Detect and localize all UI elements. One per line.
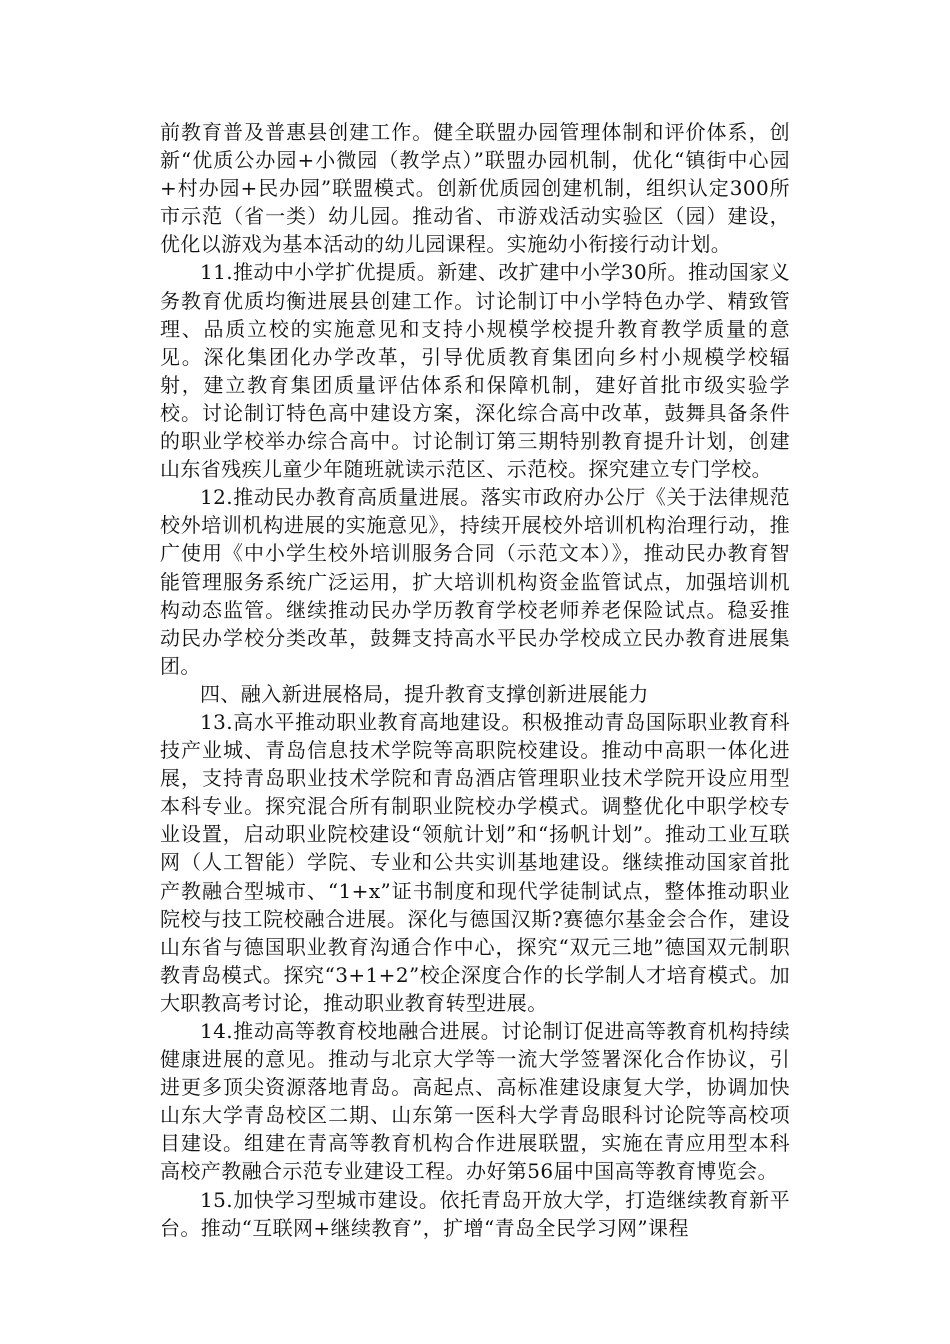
paragraph-item-15: 15.加快学习型城市建设。依托青岛开放大学，打造继续教育新平台。推动“互联网+继续教育”，扩增“青岛全民学习网”课程 [160,1187,790,1240]
paragraph-continued: 前教育普及普惠县创建工作。健全联盟办园管理体制和评价体系，创新“优质公办园+小微园（教学点）”联盟办园机制，优化“镇街中心园+村办园+民办园”联盟模式。创新优质园创建机制，组织认定300所市示范（省一类）幼儿园。推动省、市游戏活动实验区（园）建设，优化以游戏为基本活动的幼儿园课程。实施幼小衔接行动计划。 [160,120,790,257]
paragraph-item-13: 13.高水平推动职业教育高地建设。积极推动青岛国际职业教育科技产业城、青岛信息技术学院等高职院校建设。推动中高职一体化进展，支持青岛职业技术学院和青岛酒店管理职业技术学院开设应用型本科专业。探究混合所有制职业院校办学模式。调整优化中职学校专业设置，启动职业院校建设“领航计划”和“扬帆计划”。推动工业互联网（人工智能）学院、专业和公共实训基地建设。继续推动国家首批产教融合型城市、“1+x”证书制度和现代学徒制试点，整体推动职业院校与技工院校融合进展。深化与德国汉斯?赛德尔基金会合作，建设山东省与德国职业教育沟通合作中心，探究“双元三地”德国双元制职教青岛模式。探究“3+1+2”校企深度合作的长学制人才培育模式。加大职教高考讨论，推动职业教育转型进展。 [160,709,790,1015]
paragraph-item-14: 14.推动高等教育校地融合进展。讨论制订促进高等教育机构持续健康进展的意见。推动与北京大学等一流大学签署深化合作协议，引进更多顶尖资源落地青岛。高起点、高标准建设康复大学，协调加快山东大学青岛校区二期、山东第一医科大学青岛眼科讨论院等高校项目建设。组建在青高等教育机构合作进展联盟，实施在青应用型本科高校产教融合示范专业建设工程。办好第56届中国高等教育博览会。 [160,1019,790,1184]
document-page [160,118,790,1242]
section-heading-4: 四、融入新进展格局，提升教育支撑创新进展能力 [200,681,649,706]
paragraph-item-11: 11.推动中小学扩优提质。新建、改扩建中小学30所。推动国家义务教育优质均衡进展县创建工作。讨论制订中小学特色办学、精致管理、品质立校的实施意见和支持小规模学校提升教育教学质量的意见。深化集团化办学改革，引导优质教育集团向乡村小规模学校辐射，建立教育集团质量评估体系和保障机制，建好首批市级实验学校。讨论制订特色高中建设方案，深化综合高中改革，鼓舞具备条件的职业学校举办综合高中。讨论制订第三期特别教育提升计划，创建山东省残疾儿童少年随班就读示范区、示范校。探究建立专门学校。 [160,260,790,482]
paragraph-item-12: 12.推动民办教育高质量进展。落实市政府办公厅《关于法律规范校外培训机构进展的实施意见》，持续开展校外培训机构治理行动，推广使用《中小学生校外培训服务合同（示范文本）》，推动民办教育智能管理服务系统广泛运用，扩大培训机构资金监管试点，加强培训机构动态监管。继续推动民办学历教育学校老师养老保险试点。稳妥推动民办学校分类改革，鼓舞支持高水平民办学校成立民办教育进展集团。 [160,485,790,678]
